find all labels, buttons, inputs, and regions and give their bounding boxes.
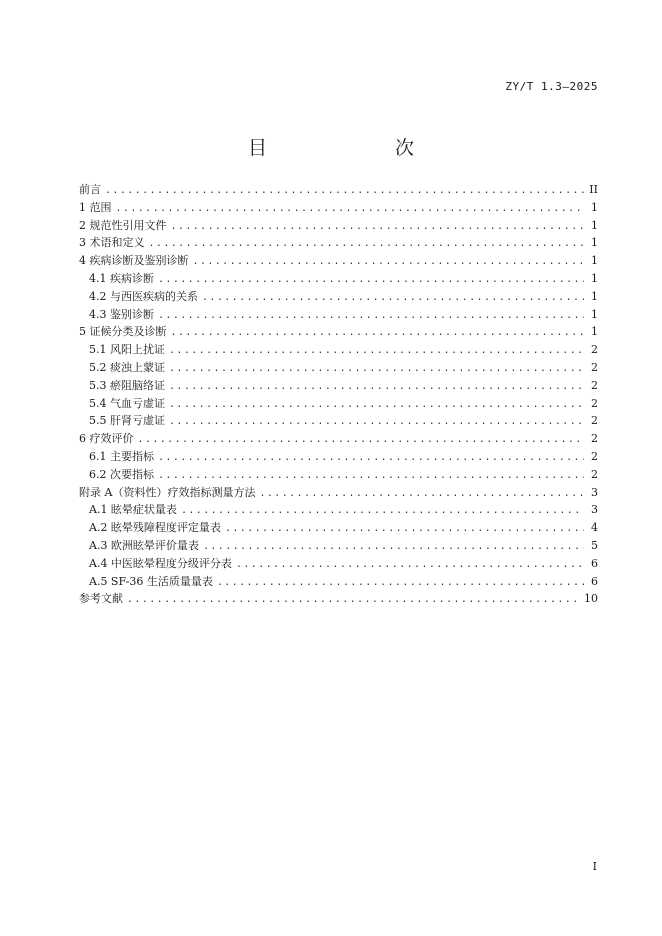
toc-entry-page: II: [589, 183, 598, 196]
toc-dot-leader: [259, 485, 584, 502]
toc-entry-label: 5.4 气血亏虚证: [89, 396, 165, 410]
toc-entry[interactable]: [79, 288, 598, 306]
page-number: I: [592, 860, 597, 873]
toc-entry[interactable]: [79, 537, 598, 555]
toc-entry[interactable]: [79, 501, 598, 519]
toc-entry[interactable]: [79, 323, 598, 341]
toc-entry-page: 1: [591, 218, 598, 232]
toc-entry-page: 2: [591, 378, 598, 392]
toc-entry-page: 2: [591, 343, 598, 357]
toc-entry-label: 4.2 与西医疾病的关系: [89, 289, 198, 303]
toc-dot-leader: [193, 253, 585, 270]
toc-entry-label: 4 疾病诊断及鉴别诊断: [79, 254, 189, 268]
toc-dot-leader: [158, 307, 584, 324]
toc-entry-page: 1: [591, 307, 598, 321]
toc-entry[interactable]: [79, 573, 598, 591]
table-of-contents: [79, 181, 598, 608]
toc-dot-leader: [225, 520, 584, 537]
toc-dot-leader: [116, 200, 585, 217]
toc-entry-label: 6.2 次要指标: [89, 467, 154, 481]
toc-entry-label: 附录 A（资料性）疗效指标测量方法: [79, 485, 256, 499]
toc-dot-leader: [203, 538, 584, 555]
toc-dot-leader: [169, 342, 584, 359]
toc-entry[interactable]: [79, 234, 598, 252]
toc-entry[interactable]: [79, 412, 598, 430]
toc-entry-label: 5.1 风阳上扰证: [89, 343, 165, 357]
toc-entry[interactable]: [79, 359, 598, 377]
page-title: 目 次: [247, 137, 444, 159]
toc-entry-page: 3: [591, 503, 598, 517]
toc-entry-label: 2 规范性引用文件: [79, 218, 167, 232]
toc-entry[interactable]: [79, 484, 598, 502]
toc-dot-leader: [169, 360, 584, 377]
toc-entry-page: 2: [591, 449, 598, 463]
toc-entry-label: A.5 SF-36 生活质量量表: [89, 574, 213, 588]
toc-dot-leader: [169, 396, 584, 413]
toc-dot-leader: [169, 413, 584, 430]
toc-entry-page: 4: [591, 521, 598, 535]
toc-entry[interactable]: [79, 395, 598, 413]
toc-dot-leader: [169, 378, 584, 395]
toc-dot-leader: [202, 289, 584, 306]
toc-dot-leader: [138, 431, 585, 448]
toc-dot-leader: [217, 574, 584, 591]
toc-entry[interactable]: [79, 590, 598, 608]
toc-entry-label: A.4 中医眩晕程度分级评分表: [89, 556, 232, 570]
toc-entry[interactable]: [79, 270, 598, 288]
toc-entry[interactable]: [79, 181, 598, 199]
toc-entry-label: 4.1 疾病诊断: [89, 271, 154, 285]
toc-entry[interactable]: [79, 430, 598, 448]
toc-entry-page: 5: [591, 538, 598, 552]
toc-dot-leader: [158, 467, 584, 484]
toc-dot-leader: [181, 502, 584, 519]
toc-entry[interactable]: [79, 252, 598, 270]
toc-entry-label: 5.5 肝肾亏虚证: [89, 414, 165, 428]
toc-dot-leader: [158, 449, 584, 466]
toc-dot-leader: [171, 218, 585, 235]
toc-entry-page: 1: [591, 254, 598, 268]
toc-entry-label: A.1 眩晕症状量表: [89, 503, 177, 517]
toc-entry-page: 1: [591, 271, 598, 285]
toc-entry-page: 2: [591, 432, 598, 446]
toc-dot-leader: [158, 271, 584, 288]
toc-entry[interactable]: [79, 466, 598, 484]
document-code: ZY/T 1.3—2025: [505, 80, 598, 93]
toc-entry-label: 5.3 瘀阻脑络证: [89, 378, 165, 392]
toc-entry-page: 1: [591, 289, 598, 303]
toc-entry-page: 6: [591, 556, 598, 570]
toc-entry[interactable]: [79, 377, 598, 395]
toc-entry-label: 5.2 痰浊上蒙证: [89, 360, 165, 374]
toc-entry-label: 前言: [79, 183, 101, 196]
toc-entry-label: 4.3 鉴别诊断: [89, 307, 154, 321]
toc-entry-label: 参考文献: [79, 592, 123, 606]
toc-entry-page: 2: [591, 414, 598, 428]
toc-entry-page: 1: [591, 325, 598, 339]
toc-entry[interactable]: [79, 555, 598, 573]
toc-entry-page: 3: [591, 485, 598, 499]
toc-entry-label: A.3 欧洲眩晕评价量表: [89, 538, 199, 552]
toc-entry[interactable]: [79, 341, 598, 359]
toc-entry-page: 2: [591, 360, 598, 374]
toc-dot-leader: [149, 235, 585, 252]
toc-entry-page: 1: [591, 200, 598, 214]
toc-entry[interactable]: [79, 199, 598, 217]
toc-entry-page: 6: [591, 574, 598, 588]
toc-entry-page: 2: [591, 396, 598, 410]
toc-entry-label: 6.1 主要指标: [89, 449, 154, 463]
toc-entry[interactable]: [79, 306, 598, 324]
toc-entry-label: A.2 眩晕残障程度评定量表: [89, 521, 221, 535]
toc-entry-page: 2: [591, 467, 598, 481]
toc-entry-page: 1: [591, 236, 598, 250]
toc-dot-leader: [127, 591, 580, 608]
toc-entry-label: 3 术语和定义: [79, 236, 145, 250]
toc-entry[interactable]: [79, 217, 598, 235]
toc-entry-label: 1 范围: [79, 200, 112, 214]
toc-dot-leader: [105, 182, 584, 199]
toc-dot-leader: [171, 324, 585, 341]
toc-entry-page: 10: [584, 592, 598, 606]
toc-entry-label: 5 证候分类及诊断: [79, 325, 167, 339]
toc-dot-leader: [236, 556, 584, 573]
toc-entry[interactable]: [79, 448, 598, 466]
toc-entry-label: 6 疗效评价: [79, 432, 134, 446]
toc-entry[interactable]: [79, 519, 598, 537]
